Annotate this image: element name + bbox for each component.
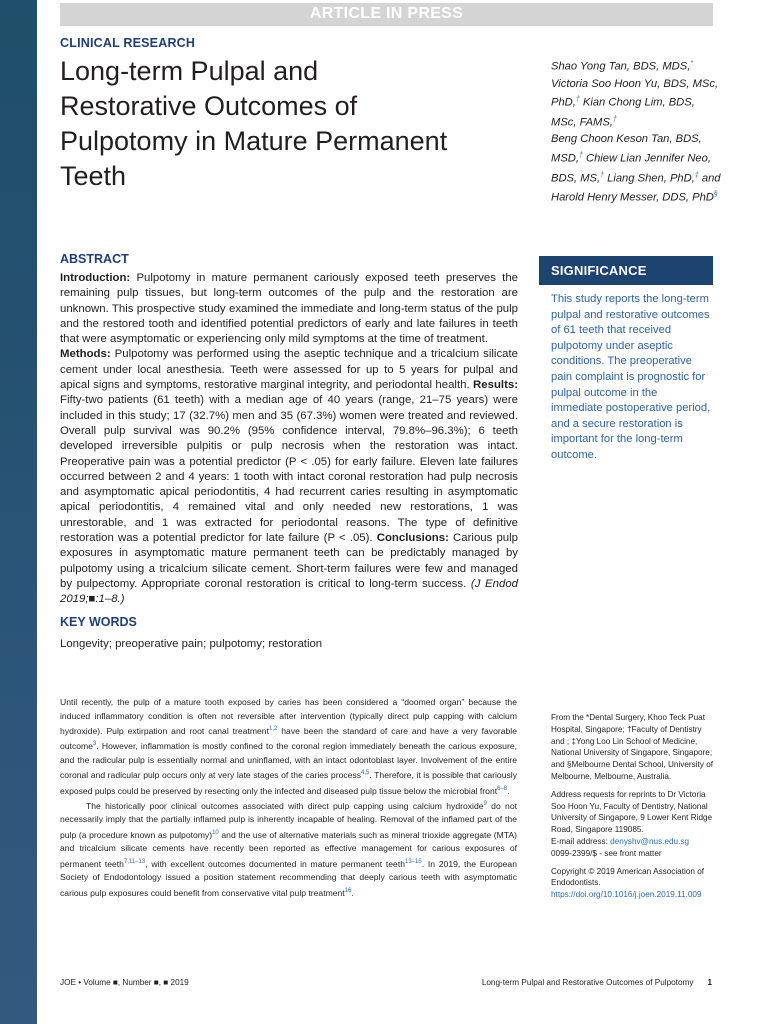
text-run: and the use of alternative materials such as mineral trioxide aggregate (MTA) and tricalcium silicate cements have recently been reported as effective management for carious exposures of permanent teeth [60, 829, 518, 869]
reference-link[interactable]: 7,11–13 [123, 858, 146, 865]
journal-side-bar [0, 0, 37, 1024]
page-number: 1 [707, 978, 712, 987]
keywords-text: Longevity; preoperative pain; pulpotomy; restoration [60, 638, 323, 650]
author-name: Liang Shen, PhD, [607, 172, 695, 185]
reference-link[interactable]: 10 [212, 829, 219, 836]
text-run: Until recently, the pulp of a mature tooth exposed by caries has been considered a “doomed organ” because the induced inflammatory condition is often not reversible after intervention (typically direct pulp capping with calcium hydroxide). Pulp extirpation and root canal treatment [60, 697, 517, 736]
address-text: Address requests for reprints to Dr Victoria Soo Hoon Yu, Faculty of Dentistry, National University of Singapore, 9 Lower Kent Ridge Road, Singapore 119085. [551, 789, 713, 835]
reference-link[interactable]: 1,2 [268, 726, 278, 732]
conclusions-label: Conclusions: [376, 532, 449, 545]
text-run: . [507, 785, 510, 796]
reprint-address [551, 789, 715, 860]
affiliation-mark: † [578, 152, 583, 160]
affiliation-mark: † [575, 96, 580, 104]
issn-text: 0099-2399/$ - see front matter [551, 848, 662, 858]
intro-text: Pulpotomy in mature permanent cariously exposed teeth preserves the remaining pulp tissues, but long-term outcomes of the pulp and the restoration are unknown. This prospective study examined the immediate and long-term status of the pulp and the restored tooth and identified potential predictors of early and late failures in teeth that were asymptomatic or experiencing only mild symptoms at the time of treatment. [60, 272, 518, 346]
author-name: and Harold Henry Messer, DDS, PhD [551, 172, 721, 204]
author-name: Victoria Soo Hoon Yu, BDS, MSc, PhD, [551, 77, 719, 110]
reference-link[interactable]: 16 [344, 887, 352, 894]
article-title: Long-term Pulpal and Restorative Outcomes of Pulpotomy in Mature Permanent Teeth [60, 56, 448, 191]
significance-header [539, 256, 713, 285]
keywords-heading: KEY WORDS [60, 615, 137, 629]
abstract-heading: ABSTRACT [60, 252, 129, 266]
text-run: have been the standard of care and have a very favorable outcome [60, 725, 517, 752]
reference-link[interactable]: 13–15 [405, 858, 422, 865]
author-list [551, 56, 721, 207]
text-run: , with excellent outcomes documented in mature permanent teeth [145, 858, 406, 869]
significance-text: This study reports the long-term pulpal and restorative outcomes of 61 teeth that received pulpotomy under aseptic conditions. The preoperative pain complaint is prognostic for pulpal outcome in the immediate postoperative period, and a secure restoration is important for the long-term outcome. [551, 293, 711, 461]
affiliation-mark: † [612, 115, 617, 123]
body-text [60, 696, 517, 900]
affiliations [551, 712, 715, 907]
running-title: Long-term Pulpal and Restorative Outcomes of Pulpotomy [481, 978, 694, 987]
abstract-text [60, 271, 518, 608]
citation: (J Endod 2019;■:1–8.) [60, 577, 518, 606]
reference-link[interactable]: 3 [92, 741, 97, 748]
results-label: Results: [473, 379, 518, 392]
author-name: Shao Yong Tan, BDS, MDS, [551, 60, 691, 73]
significance-heading: SIGNIFICANCE [551, 263, 647, 278]
copyright-text: Copyright © 2019 American Association of Endodontists. [551, 866, 705, 888]
text-run: . [351, 887, 354, 898]
text-run: do not necessarily imply that the partially inflamed pulp is inherently incapable of healing. Removal of the inflamed part of the pulp (a procedure known as pulpotomy) [60, 800, 517, 840]
reference-link[interactable]: 9 [483, 800, 487, 807]
body-paragraph [60, 696, 517, 798]
footer-journal: JOE • Volume ■, Number ■, ■ 2019 [60, 978, 189, 987]
text-run: . In 2019, the European Society of Endodontology issued a position statement recommending that deeply carious teeth with asymptomatic carious pulp exposures could benefit from conservative vital pulp treatment [60, 858, 517, 898]
affiliation-mark: ‡ [694, 171, 699, 179]
email-label: E-mail address: [551, 836, 611, 846]
affiliation-from: From the *Dental Surgery, Khoo Teck Puat Hospital, Singapore; †Faculty of Dentistry and ; ‡Yong Loo Lin School of Medicine, National University of Singapore, Singapore; and §Melbourne Dental School, University of Melbourne, Melbourne, Australia. [551, 713, 714, 781]
results-text: Fifty-two patients (61 teeth) with a median age of 40 years (range, 21–75 years) were included in this study; 17 (32.7%) men and 35 (67.3%) women were treated and reviewed. Overall pulp survival was 90.2% (95% confidence interval, 79.8%–96.3%); 6 teeth developed irreversible pulpitis or pulp necrosis when the restoration was intact. Preoperative pain was a potential predictor (P < .05) for early failure. Eleven late failures occurred between 2 and 4 years: 1 tooth with intact coronal restoration had pulp necrosis and asymptomatic apical periodontitis, 4 had recurrent caries resulting in asymptomatic apical periodontitis, 4 remained vital and only needed new restorations, 1 was unrestorable, and 1 was extracted for periodontal reasons. The type of definitive restoration was a potential predictor for late failure (P < .05). [60, 394, 518, 545]
author-name: Chiew Lian Jennifer Neo, BDS, MS, [551, 152, 711, 185]
text-run: . Therefore, it is possible that cariously exposed pulps could be preserved by resecting only the infected and diseased pulp tissue below the microbial front [60, 770, 517, 796]
methods-text: Pulpotomy was performed using the aseptic technique and a tricalcium silicate cement under local anesthesia. Teeth were assessed for up to 5 years for pulpal and apical signs and symptoms, restorative marginal integrity, and periodontal health. [60, 348, 518, 392]
reference-link[interactable]: 4,5 [361, 770, 370, 777]
text-run: . However, inflammation is mostly confined to the coronal region immediately beneath the carious exposure, and the radicular pulp is essentially normal and uninflamed, with an intact odontoblast layer. Involvement of the entire coronal and radicular pulp occurs only at very late stages of the caries process [60, 741, 517, 781]
banner-text: ARTICLE IN PRESS [309, 5, 464, 22]
doi-link[interactable]: https://doi.org/10.1016/j.joen.2019.11.009 [551, 890, 702, 900]
affiliation-mark: § [713, 191, 718, 199]
author-name: Beng Choon Keson Tan, BDS, MSD, [551, 133, 702, 165]
reference-link[interactable]: 6–8 [497, 785, 508, 792]
article-in-press-banner [60, 3, 713, 26]
affiliation-mark: † [600, 171, 605, 179]
author-name: Kian Chong Lim, BDS, MSc, FAMS, [551, 97, 695, 129]
footer-running-title [482, 978, 712, 987]
conclusions-text: Carious pulp exposures in asymptomatic mature permanent teeth can be predictably managed by pulpotomy using a tricalcium silicate cement. Short-term failures were few and managed by pulpectomy. Appropriate coronal restoration is critical to long-term success. [60, 532, 518, 590]
body-paragraph [60, 798, 517, 900]
section-label: CLINICAL RESEARCH [60, 36, 196, 50]
intro-label: Introduction: [60, 272, 131, 284]
methods-label: Methods: [60, 348, 111, 361]
email-link[interactable]: denyshv@nus.edu.sg [610, 836, 690, 846]
text-run: The historically poor clinical outcomes associated with direct pulp capping using calcium hydroxide [86, 800, 484, 811]
affiliation-mark: * [690, 60, 694, 67]
copyright-block [551, 866, 715, 901]
